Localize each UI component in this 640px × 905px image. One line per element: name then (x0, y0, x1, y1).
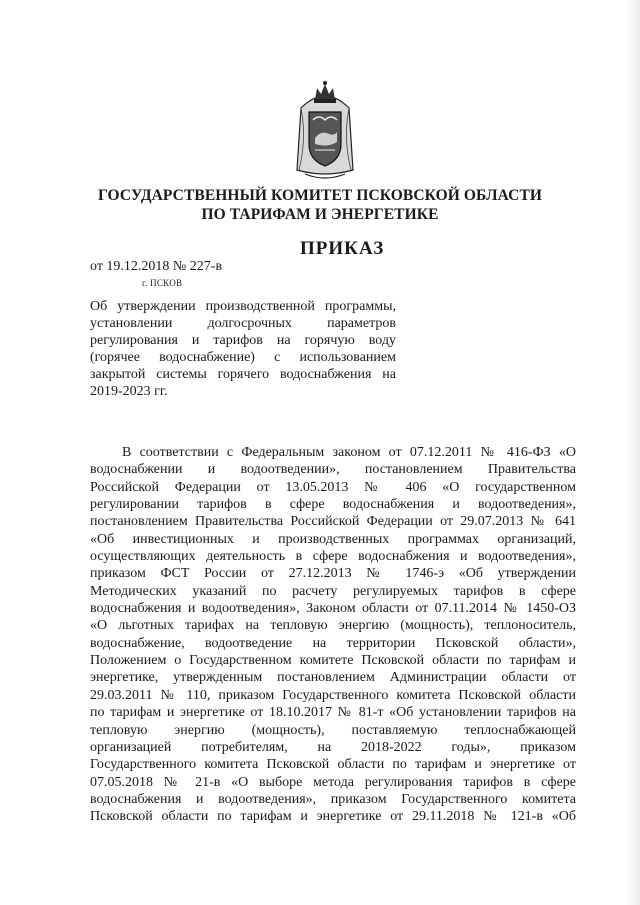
body-line: Положением о Государственном комитете Псковской области по тарифам и (90, 653, 576, 669)
body-line: «Об инвестиционных и производственных программах организаций, (90, 531, 576, 547)
body-line: водоснабжения и водоотведения», приказом Государственного комитета (90, 791, 576, 807)
body-line: осуществляющих деятельность в сфере водоснабжения и водоотведения», (90, 549, 576, 565)
body-line: В соответствии с Федеральным законом от 07.12.2011 № 416-ФЗ «О (122, 445, 576, 460)
subject-line: закрытой системы горячего водоснабжения на (90, 367, 396, 382)
document-type: ПРИКАЗ (300, 238, 385, 259)
body-line: «О льготных тарифах на тепловую энергию (мощность), теплоноситель, (90, 618, 576, 634)
body-line: 07.05.2018 № 21-в «О выборе метода регулирования тарифов в сфере (90, 774, 576, 790)
body-line: Методических указаний по расчету регулируемых тарифов в сфере (90, 583, 576, 599)
document-city: г. ПСКОВ (142, 278, 183, 288)
document-body (90, 444, 576, 826)
document-subject (90, 298, 396, 400)
organization-title-line2: ПО ТАРИФАМ И ЭНЕРГЕТИКЕ (201, 206, 439, 223)
body-line: приказом ФСТ России от 27.12.2013 № 1746-э «Об утверждении (90, 566, 576, 582)
body-line: 29.03.2011 № 110, приказом Государственного комитета Псковской области (90, 687, 576, 703)
subject-line: установлении долгосрочных параметров (90, 316, 396, 331)
subject-line: 2019-2023 гг. (90, 384, 168, 399)
body-line: энергетике, утвержденным постановлением Администрации области от (90, 670, 576, 686)
subject-line: (горячее водоснабжение) с использованием (90, 350, 396, 365)
body-line: водоснабжении и водоотведении», постановлением Правительства (90, 462, 576, 478)
body-line: постановлением Правительства Российской Федерации от 29.07.2013 № 641 (90, 514, 576, 530)
body-line: организацией потребителям, на 2018-2022 годы», приказом (90, 739, 576, 755)
body-line: тепловую энергию (мощность), поставляемую теплоснабжающей (90, 722, 576, 738)
body-line: водоснабжения и водоотведения», Законом области от 07.11.2014 № 1450-ОЗ (90, 601, 576, 617)
organization-title-line1: ГОСУДАРСТВЕННЫЙ КОМИТЕТ ПСКОВСКОЙ ОБЛАСТИ (97, 187, 543, 204)
body-line: водоснабжение, водоотведение на территории Псковской области», (90, 635, 576, 651)
scan-edge-shadow (626, 0, 640, 905)
subject-line: регулирования и тарифов на горячую воду (90, 333, 396, 348)
document-date-number: от 19.12.2018 № 227-в (90, 259, 223, 274)
body-line: Государственного комитета Псковской области по тарифам и энергетике от (90, 757, 576, 773)
body-line: регулировании тарифов в сфере водоснабжения и водоотведения», (90, 497, 576, 513)
subject-line: Об утверждении производственной программы, (90, 299, 396, 314)
body-line: по тарифам и энергетике от 18.10.2017 № 81-т «Об установлении тарифов на (90, 705, 576, 721)
coat-of-arms-icon (293, 78, 357, 182)
body-line: Псковской области по тарифам и энергетике от 29.11.2018 № 121-в «Об (90, 809, 576, 825)
body-line: Российской Федерации от 13.05.2013 № 406 «О государственном (90, 479, 576, 495)
